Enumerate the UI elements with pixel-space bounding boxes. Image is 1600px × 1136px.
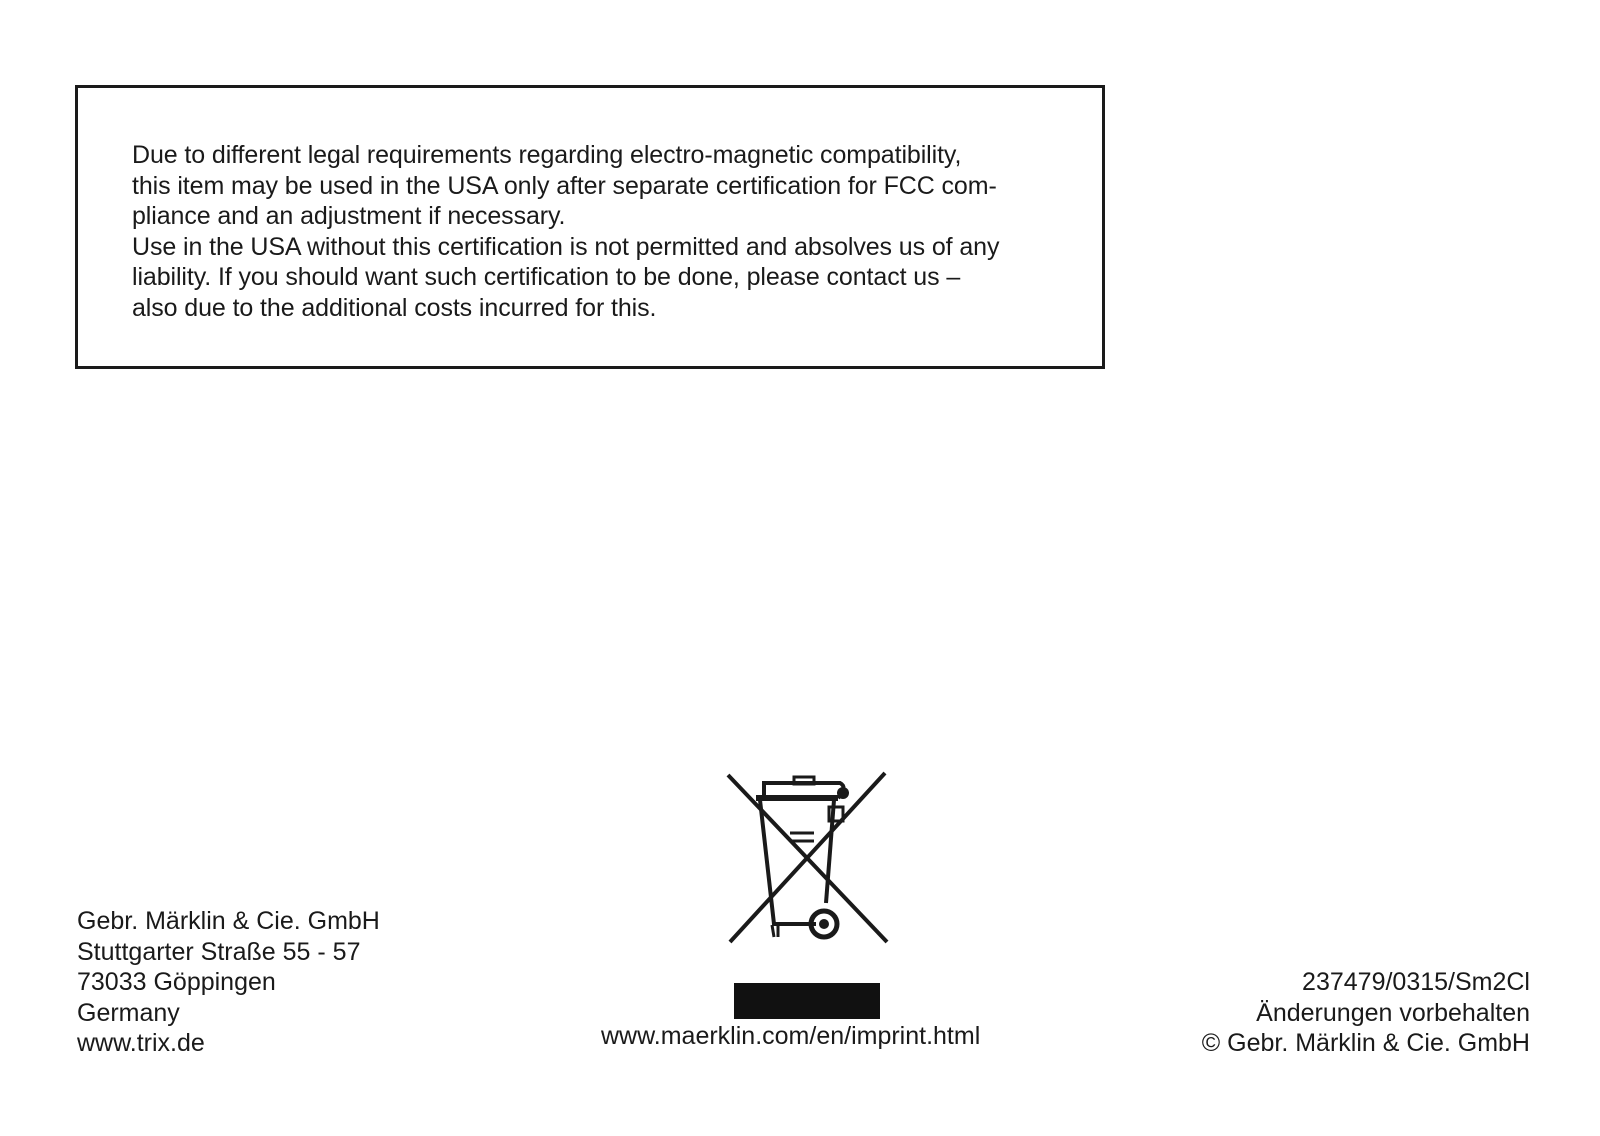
notice-line: liability. If you should want such certification to be done, please contact us – [132,263,961,291]
notice-line: Use in the USA without this certification is not permitted and absolves us of any [132,232,1000,261]
company-name: Gebr. Märklin & Cie. GmbH [77,907,380,935]
changes-note: Änderungen vorbehalten [1256,998,1530,1027]
company-website: www.trix.de [77,1029,205,1057]
notice-line: Due to different legal requirements regarding electro-magnetic compatibility, [132,141,962,169]
black-bar [734,983,880,1019]
fcc-notice-text [132,140,1072,323]
imprint-link[interactable]: www.maerklin.com/en/imprint.html [601,1022,981,1050]
notice-line: pliance and an adjustment if necessary. [132,202,566,230]
document-code: 237479/0315/Sm2Cl [1302,968,1530,996]
copyright-notice: © Gebr. Märklin & Cie. GmbH [1201,1029,1530,1057]
country: Germany [77,998,180,1027]
fcc-notice-box [75,85,1105,369]
crossed-out-wheelie-bin-icon [720,767,892,945]
street-address: Stuttgarter Straße 55 - 57 [77,937,361,966]
postal-city: 73033 Göppingen [77,968,276,996]
notice-line: this item may be used in the USA only after separate certification for FCC com- [132,171,997,200]
notice-line: also due to the additional costs incurred for this. [132,293,657,322]
company-address [77,906,380,1059]
document-info [1202,967,1530,1059]
